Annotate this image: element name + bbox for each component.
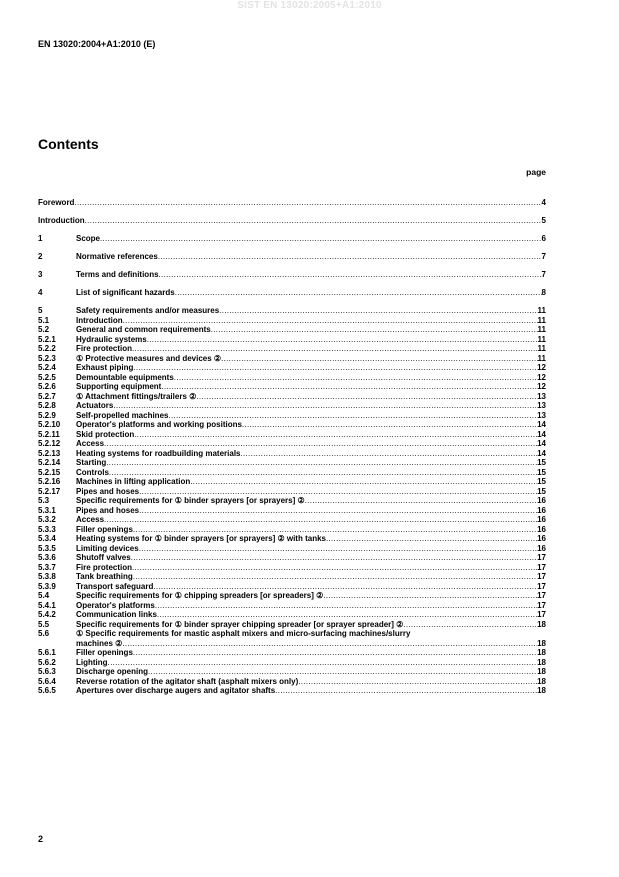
toc-entry-page: 5 (541, 216, 546, 225)
toc-entry[interactable] (38, 610, 546, 620)
toc-entry-number: 5.2.3 (38, 353, 56, 363)
toc-entry-page: 18 (537, 686, 546, 695)
toc-entry-number: 5.3.8 (38, 572, 56, 581)
toc-entry-number: 5.3.1 (38, 505, 56, 515)
dot-leader (157, 610, 537, 620)
toc-entry[interactable] (38, 601, 546, 611)
toc-entry[interactable] (38, 525, 546, 535)
toc-entry-title: Heating systems for ① binder sprayers [or sprayers] ② with tanks (76, 534, 326, 543)
dot-leader (275, 686, 537, 696)
toc-entry-number: 3 (38, 270, 43, 279)
toc-entry-page: 11 (537, 306, 546, 315)
toc-entry-title: Access (76, 439, 105, 448)
toc-entry[interactable] (38, 354, 546, 364)
toc-entry-page: 15 (537, 477, 546, 486)
toc-entry[interactable] (38, 629, 546, 648)
dot-leader (242, 420, 537, 430)
dot-leader (190, 477, 537, 487)
dot-leader (109, 468, 537, 478)
dot-leader (403, 620, 537, 630)
toc-entry-number: 1 (38, 234, 43, 243)
toc-entry-title: Limiting devices (76, 543, 139, 553)
toc-entry-page: 12 (537, 372, 546, 382)
toc-entry[interactable] (38, 411, 546, 421)
toc-entry[interactable] (38, 344, 546, 354)
toc-entry-number: 5.2.15 (38, 467, 61, 477)
toc-entry-page: 16 (537, 524, 546, 534)
toc-entry[interactable] (38, 392, 546, 402)
dot-leader (134, 430, 537, 440)
toc-entry-number: 5 (38, 306, 43, 315)
toc-entry-title: Machines in lifting application (76, 477, 191, 486)
toc-entry-number: 5.2.11 (38, 429, 60, 439)
dot-leader (211, 325, 538, 335)
toc-entry-title: Safety requirements and/or measures (76, 306, 220, 315)
toc-entry-title: Introduction (76, 315, 123, 325)
toc-entry-page: 17 (537, 553, 546, 562)
footer-page-number: 2 (38, 834, 44, 844)
toc-entry[interactable] (38, 582, 546, 592)
dot-leader (240, 449, 537, 459)
dot-leader (132, 344, 538, 354)
toc-entry[interactable] (38, 487, 546, 497)
dot-leader (108, 658, 538, 668)
toc-entry-number: 5.1 (38, 315, 50, 325)
toc-entry-number: 5.5 (38, 619, 50, 629)
toc-entry[interactable] (38, 270, 546, 280)
toc-entry-title: Exhaust piping (76, 363, 134, 372)
toc-entry-title: Pipes and hoses (76, 505, 140, 515)
toc-entry-page: 18 (537, 648, 546, 657)
toc-entry[interactable] (38, 420, 546, 430)
dot-leader (139, 544, 537, 554)
toc-entry-page: 11 (537, 344, 546, 353)
toc-entry-page: 6 (541, 234, 546, 243)
toc-entry[interactable] (38, 363, 546, 373)
toc-entry-title: Actuators (76, 401, 114, 410)
dot-leader (133, 648, 537, 658)
toc-entry-number: 5.3.7 (38, 562, 56, 572)
dot-leader (122, 639, 537, 649)
toc-entry-title: Fire protection (76, 344, 133, 353)
toc-entry[interactable] (38, 382, 546, 392)
toc-entry-title: ① Protective measures and devices ② (76, 353, 222, 363)
toc-entry-number: 5.2.13 (38, 448, 61, 458)
toc-entry[interactable] (38, 677, 546, 687)
toc-entry-number: 5.3.9 (38, 581, 56, 591)
toc-entry-page: 7 (541, 252, 546, 261)
toc-entry-page: 15 (537, 458, 546, 467)
toc-entry-page: 12 (537, 363, 546, 372)
toc-entry-number: 5.3.5 (38, 543, 56, 553)
toc-entry[interactable] (38, 335, 546, 345)
toc-entry-page: 7 (541, 270, 546, 279)
toc-entry-title: General and common requirements (76, 325, 211, 334)
toc-entry-number: 2 (38, 252, 43, 261)
document-id: EN 13020:2004+A1:2010 (E) (38, 39, 156, 49)
toc-entry-title: Access (76, 515, 105, 524)
toc-entry-page: 16 (537, 534, 546, 543)
toc-entry[interactable] (38, 572, 546, 582)
dot-leader (85, 216, 542, 226)
toc-entry[interactable] (38, 658, 546, 668)
dot-leader (132, 563, 537, 573)
toc-entry-title: Terms and definitions (76, 270, 159, 279)
toc-entry-title: Apertures over discharge augers and agitator shafts (76, 686, 276, 695)
toc-entry-title: Operator's platforms (76, 600, 155, 610)
dot-leader (175, 288, 542, 298)
toc-entry[interactable] (38, 477, 546, 487)
toc-entry-title: Filler openings (76, 648, 133, 657)
toc-entry-number: 5.2.8 (38, 401, 56, 410)
dot-leader (168, 411, 537, 421)
toc-entry[interactable] (38, 648, 546, 658)
toc-entry-number: 5.2.12 (38, 439, 61, 448)
toc-entry-number: 5.2.1 (38, 334, 56, 344)
dot-leader (113, 401, 537, 411)
toc-entry-title: Hydraulic systems (76, 334, 147, 344)
toc-entry[interactable] (38, 506, 546, 516)
toc-entry-title: Foreword (38, 198, 75, 207)
dot-leader (153, 582, 537, 592)
toc-entry-title: Starting (76, 458, 107, 467)
toc-entry-page: 16 (537, 505, 546, 515)
toc-entry-title: Shutoff valves (76, 553, 131, 562)
dot-leader (298, 677, 537, 687)
toc-entry-page: 14 (537, 429, 546, 439)
dot-leader (221, 354, 537, 364)
toc-entry-number: 5.6 (38, 629, 50, 638)
toc-entry-title: Normative references (76, 252, 158, 261)
dot-leader (174, 373, 537, 383)
dot-leader (100, 234, 542, 244)
toc-entry[interactable] (38, 373, 546, 383)
toc-entry-number: 5.6.2 (38, 657, 56, 667)
dot-leader (139, 487, 537, 497)
toc-entry-page: 18 (537, 657, 546, 667)
toc-entry-page: 13 (537, 410, 546, 420)
toc-entry[interactable] (38, 563, 546, 573)
toc-entry-page: 17 (537, 581, 546, 591)
toc-entry-page: 15 (537, 467, 546, 477)
toc-entry-page: 12 (537, 382, 546, 391)
toc-entry-title-continued: machines ② (76, 638, 123, 648)
toc-entry-title: Discharge opening (76, 667, 149, 676)
toc-entry[interactable] (38, 252, 546, 262)
toc-entry[interactable] (38, 449, 546, 459)
toc-entry-number: 5.2.10 (38, 420, 61, 429)
toc-entry-number: 5.2.14 (38, 458, 61, 467)
toc-entry-page: 11 (537, 334, 546, 344)
toc-entry-number: 5.6.1 (38, 648, 56, 657)
dot-leader (219, 306, 537, 316)
watermark: SIST EN 13020:2005+A1:2010 (237, 0, 382, 11)
toc-entry-title: Self-propelled machines (76, 410, 169, 420)
toc-entry-title: ① Specific requirements for mastic asphalt mixers and micro-surfacing machines/slurry (76, 629, 411, 638)
dot-leader (159, 270, 542, 280)
toc-entry[interactable] (38, 458, 546, 468)
toc-entry-page: 14 (537, 439, 546, 448)
toc-entry[interactable] (38, 288, 546, 298)
toc-entry-page: 14 (537, 448, 546, 458)
toc-entry[interactable] (38, 534, 546, 544)
toc-entry-page: 13 (537, 391, 546, 401)
toc-entry[interactable] (38, 216, 546, 226)
toc-entry-number: 5.2.17 (38, 486, 61, 496)
toc-entry[interactable] (38, 306, 546, 316)
toc-entry-title: Specific requirements for ① chipping spreaders [or spreaders] ② (76, 591, 324, 600)
toc-entry-title: Lighting (76, 657, 108, 667)
toc-entry[interactable] (38, 553, 546, 563)
toc-entry-number: 5.2.7 (38, 391, 56, 401)
dot-leader (104, 439, 537, 449)
toc-entry-title: List of significant hazards (76, 288, 175, 297)
dot-leader (326, 534, 537, 544)
toc-entry[interactable] (38, 439, 546, 449)
toc-entry-number: 5.3.2 (38, 515, 56, 524)
toc-entry-title: ① Attachment fittings/trailers ② (76, 391, 197, 401)
dot-leader (106, 458, 537, 468)
dot-leader (123, 316, 538, 326)
toc-entry-title: Demountable equipments (76, 372, 174, 382)
dot-leader (155, 601, 537, 611)
toc-entry-page: 11 (537, 325, 546, 334)
toc-entry-page: 11 (537, 353, 546, 363)
dot-leader (323, 591, 537, 601)
toc-entry-title: Skid protection (76, 429, 135, 439)
dot-leader (131, 553, 537, 563)
toc-entry-title: Operator's platforms and working positions (76, 420, 242, 429)
toc-entry[interactable] (38, 468, 546, 478)
toc-entry-page: 18 (537, 619, 546, 629)
toc-entry-page: 13 (537, 401, 546, 410)
toc-entry-page: 11 (537, 315, 546, 325)
toc-entry-page: 16 (537, 543, 546, 553)
toc-entry-number: 5.6.4 (38, 676, 56, 686)
toc-entry-title: Communication links (76, 610, 157, 619)
toc-entry-title: Reverse rotation of the agitator shaft (asphalt mixers only) (76, 676, 299, 686)
toc-entry-page: 17 (537, 610, 546, 619)
toc-entry-page: 18 (537, 638, 546, 648)
toc-entry-title: Pipes and hoses (76, 486, 140, 496)
toc-entry-number: 5.4 (38, 591, 50, 600)
toc-entry-number: 5.4.1 (38, 600, 56, 610)
dot-leader (74, 198, 541, 208)
toc-entry-number: 5.3.3 (38, 524, 56, 534)
dot-leader (133, 363, 537, 373)
toc-entry[interactable] (38, 686, 546, 696)
toc-entry[interactable] (38, 430, 546, 440)
toc-entry-page: 4 (541, 198, 546, 207)
toc-entry-page: 16 (537, 496, 546, 505)
toc-entry-page: 16 (537, 515, 546, 524)
toc-entry-title: Heating systems for roadbuilding materials (76, 448, 241, 458)
dot-leader (158, 252, 542, 262)
toc-entry-number: 5.3 (38, 496, 50, 505)
toc-entry-page: 14 (537, 420, 546, 429)
toc-entry[interactable] (38, 316, 546, 326)
toc-entry-title: Fire protection (76, 562, 133, 572)
toc-entry-page: 15 (537, 486, 546, 496)
toc-entry-number: 5.6.3 (38, 667, 56, 676)
toc-entry-number: 4 (38, 288, 43, 297)
toc-entry[interactable] (38, 515, 546, 525)
toc-entry-title: Filler openings (76, 524, 133, 534)
toc-entry[interactable] (38, 591, 546, 601)
toc-entry-page: 18 (537, 676, 546, 686)
toc-entry-number: 5.2.4 (38, 363, 56, 372)
toc-entry[interactable] (38, 620, 546, 630)
toc-entry-title: Supporting equipment (76, 382, 162, 391)
toc-entry-title: Specific requirements for ① binder sprayer chipping spreader [or sprayer spreader] ② (76, 619, 404, 629)
toc-entry-page: 17 (537, 572, 546, 581)
toc-entry-title: Specific requirements for ① binder sprayers [or sprayers] ② (76, 496, 305, 505)
toc-entry-number: 5.2.16 (38, 477, 61, 486)
toc-entry-number: 5.2.2 (38, 344, 56, 353)
toc-entry-page: 17 (537, 591, 546, 600)
dot-leader (133, 572, 537, 582)
toc-entry-number: 5.4.2 (38, 610, 56, 619)
toc-entry-number: 5.6.5 (38, 686, 56, 695)
toc-entry-number: 5.2.5 (38, 372, 56, 382)
toc-entry-page: 18 (537, 667, 546, 676)
toc-entry-page: 17 (537, 600, 546, 610)
toc-entry-number: 5.3.6 (38, 553, 56, 562)
dot-leader (305, 496, 537, 506)
dot-leader (139, 506, 537, 516)
toc-entry[interactable] (38, 401, 546, 411)
toc-entry-page: 17 (537, 562, 546, 572)
toc-entry[interactable] (38, 544, 546, 554)
toc-entry-title: Tank breathing (76, 572, 133, 581)
toc-entry-title: Scope (76, 234, 101, 243)
toc-entry-page: 8 (541, 288, 546, 297)
toc-entry-title: Transport safeguard (76, 581, 154, 591)
toc-entry-number: 5.2 (38, 325, 50, 334)
dot-leader (147, 335, 538, 345)
page-title: Contents (38, 136, 99, 152)
dot-leader (196, 392, 537, 402)
dot-leader (161, 382, 537, 392)
table-of-contents (38, 198, 546, 696)
toc-entry[interactable] (38, 496, 546, 506)
toc-entry[interactable] (38, 325, 546, 335)
toc-entry-number: 5.2.6 (38, 382, 56, 391)
toc-entry-title: Controls (76, 467, 109, 477)
dot-leader (104, 515, 537, 525)
toc-entry-title: Introduction (38, 216, 85, 225)
toc-entry-number: 5.3.4 (38, 534, 56, 543)
toc-entry[interactable] (38, 667, 546, 677)
toc-entry[interactable] (38, 234, 546, 244)
toc-entry-number: 5.2.9 (38, 410, 56, 420)
page-column-header: page (526, 167, 546, 177)
dot-leader (148, 667, 537, 677)
dot-leader (133, 525, 537, 535)
toc-entry[interactable] (38, 198, 546, 208)
